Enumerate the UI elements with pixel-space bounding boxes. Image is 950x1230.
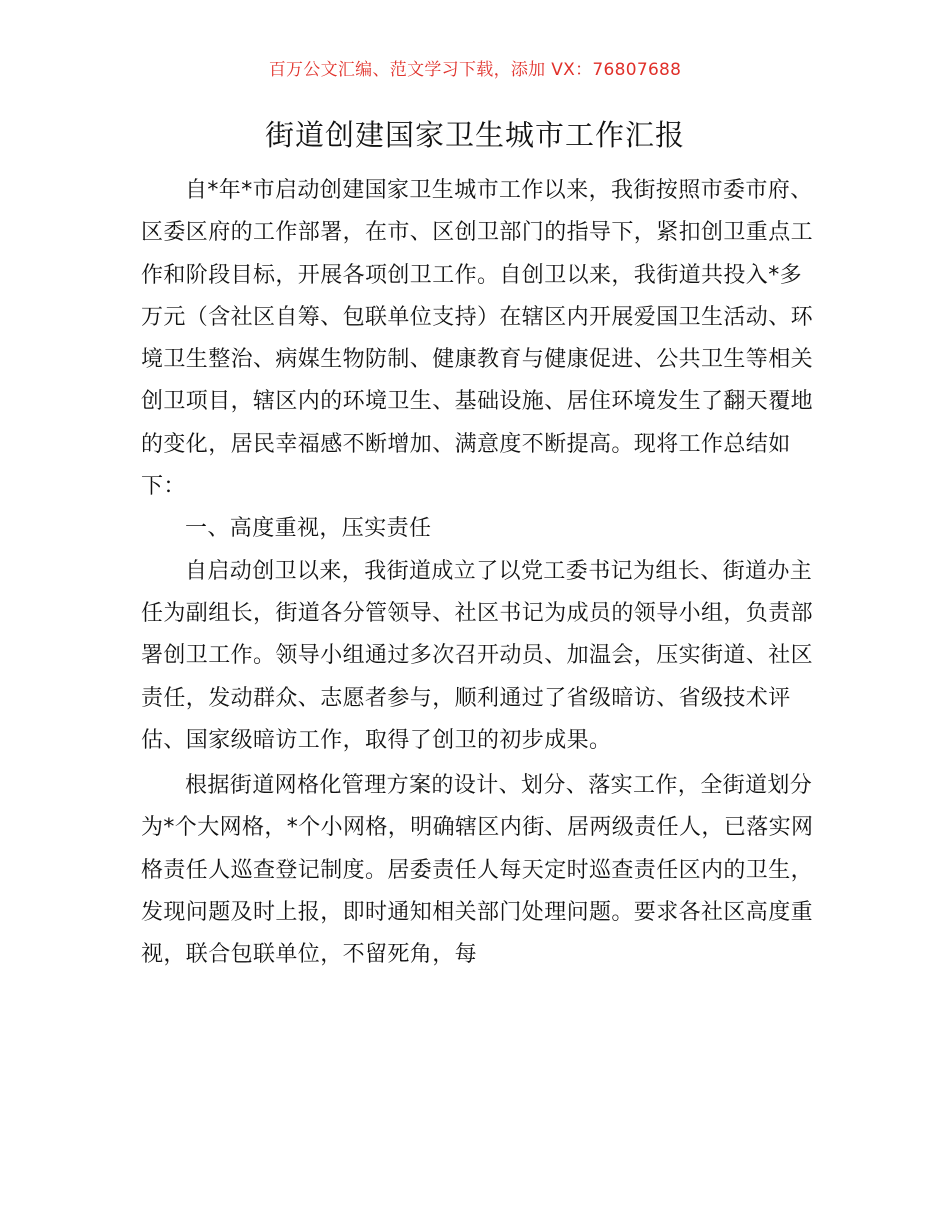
document-title: 街道创建国家卫生城市工作汇报 <box>264 118 685 152</box>
header-watermark-note: 百万公文汇编、范文学习下载，添加 VX：76807688 <box>268 60 682 80</box>
section-1-paragraph-1: 自启动创卫以来，我街道成立了以党工委书记为组长、街道办主任为副组长，街道各分管领导、社区书记为成员的领导小组，负责部署创卫工作。领导小组通过多次召开动员、加温会，压实街道、社区责任，发动群众、志愿者参与，顺利通过了省级暗访、省级技术评估、国家级暗访工作，取得了创卫的初步成果。 <box>141 558 814 753</box>
section-heading-1: 一、高度重视，压实责任 <box>185 516 432 542</box>
intro-paragraph: 自*年*市启动创建国家卫生城市工作以来，我街按照市委市府、区委区府的工作部署，在市、区创卫部门的指导下，紧扣创卫重点工作和阶段目标，开展各项创卫工作。自创卫以来，我街道共投入*多万元（含社区自筹、包联单位支持）在辖区内开展爱国卫生活动、环境卫生整治、病媒生物防制、健康教育与健康促进、公共卫生等相关创卫项目，辖区内的环境卫生、基础设施、居住环境发生了翻天覆地的变化，居民幸福感不断增加、满意度不断提高。现将工作总结如下： <box>141 178 814 500</box>
section-1-paragraph-2: 根据街道网格化管理方案的设计、划分、落实工作，全街道划分为*个大网格，*个小网格，明确辖区内街、居两级责任人，已落实网格责任人巡查登记制度。居委责任人每天定时巡查责任区内的卫生，发现问题及时上报，即时通知相关部门处理问题。要求各社区高度重视，联合包联单位，不留死角，每 <box>141 773 814 968</box>
document-body <box>141 170 821 977</box>
